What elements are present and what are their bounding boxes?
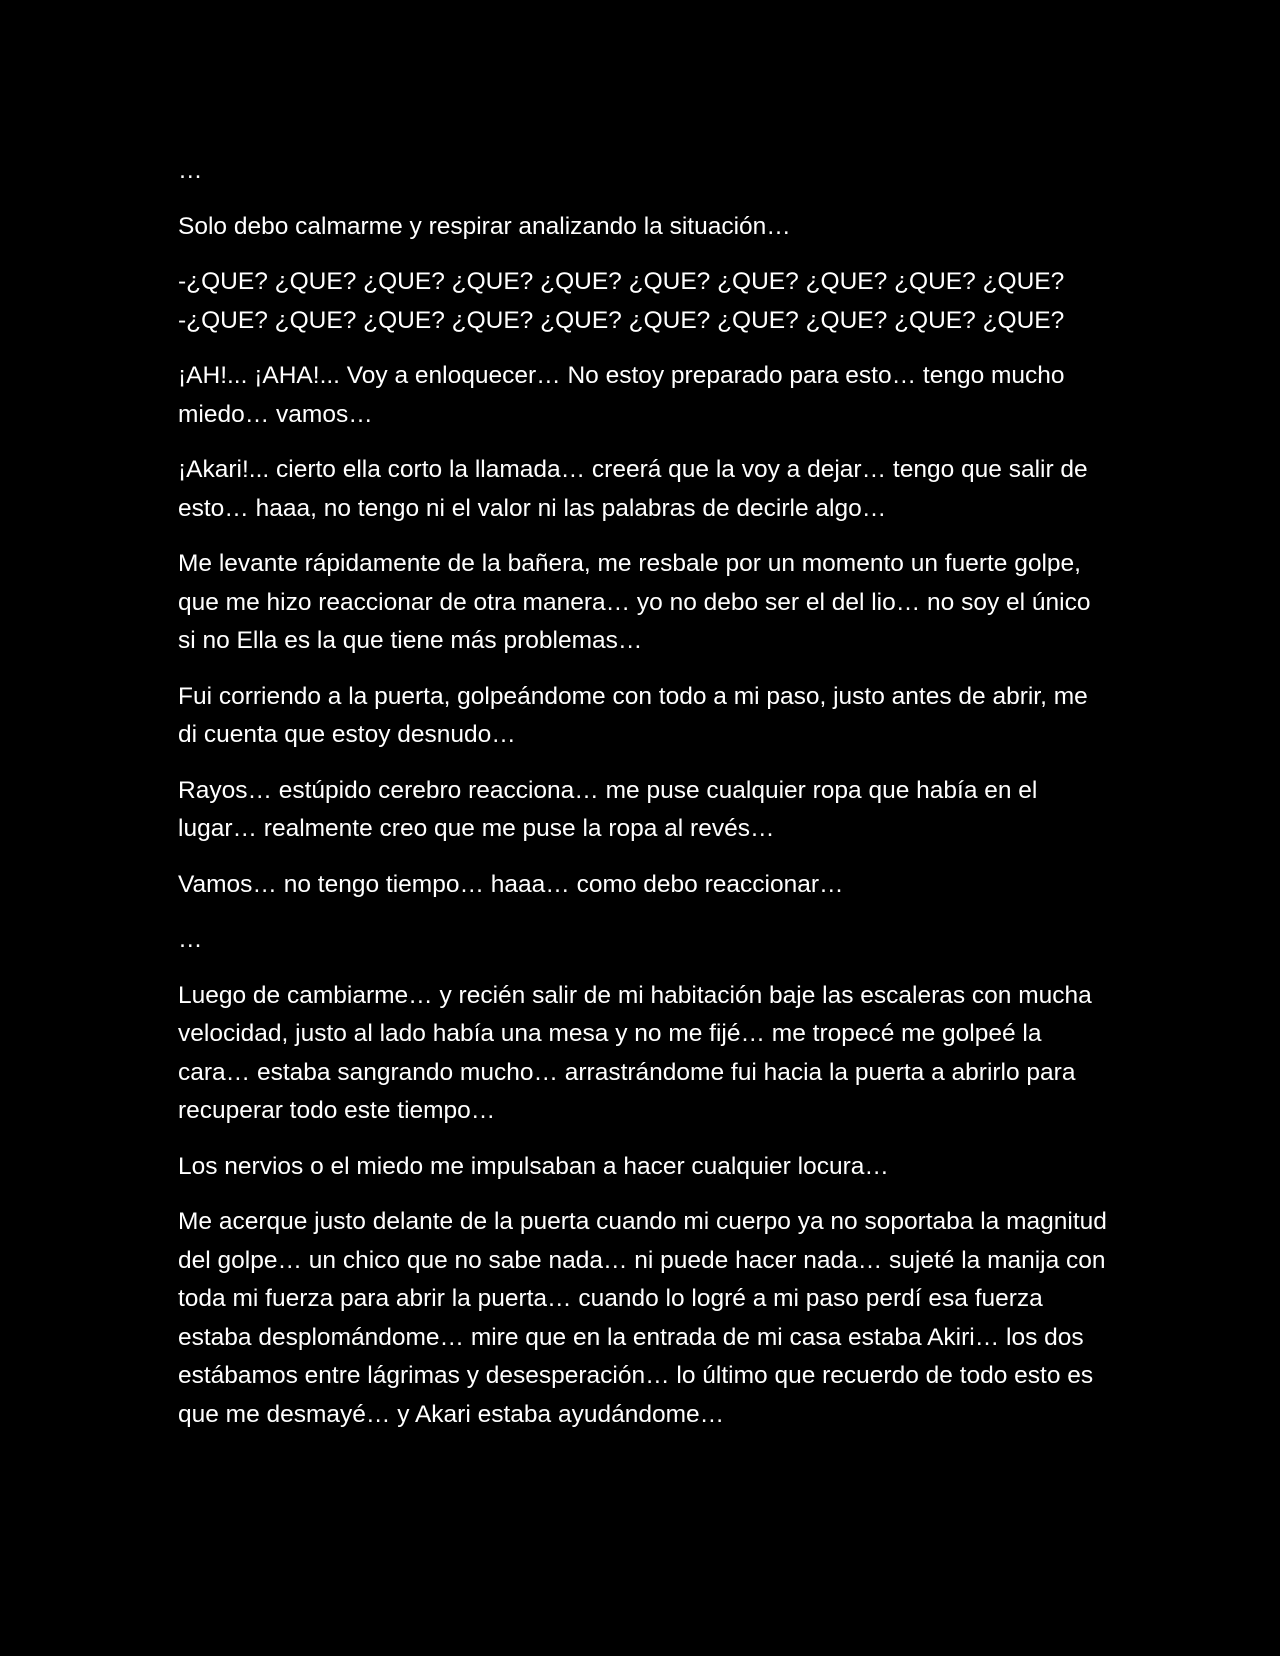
paragraph-vamos: Vamos… no tengo tiempo… haaa… como debo reaccionar…	[178, 870, 844, 898]
paragraph-rayos: Rayos… estúpido cerebro reacciona… me puse cualquier ropa que había en el lugar… realmente creo que me puse la ropa al revés…	[178, 776, 1038, 842]
paragraph-final: Me acerque justo delante de la puerta cuando mi cuerpo ya no soportaba la magnitud del golpe… un chico que no sabe nada… ni puede hacer nada… sujeté la manija con toda mi fuerza para abrir la puerta… cuando lo logré a mi paso perdí esa fuerza estaba desplomándome… mire que en la entrada de mi casa estaba Akiri… los dos estábamos entre lágrimas y desesperación… lo último que recuerdo de todo esto es que me desmayé… y Akari estaba ayudándome…	[178, 1208, 1107, 1428]
document-body	[178, 152, 1108, 1451]
paragraph-banera: Me levante rápidamente de la bañera, me resbale por un momento un fuerte golpe, que me hizo reaccionar de otra manera… yo no debo ser el del lio… no soy el único si no Ella es la que tiene más problemas…	[178, 550, 1091, 654]
paragraph-calm: Solo debo calmarme y respirar analizando la situación…	[178, 212, 791, 240]
paragraph-akari: ¡Akari!... cierto ella corto la llamada… creerá que la voy a dejar… tengo que salir de esto… haaa, no tengo ni el valor ni las palabras de decirle algo…	[178, 456, 1088, 522]
paragraph-puerta: Fui corriendo a la puerta, golpeándome con todo a mi paso, justo antes de abrir, me di cuenta que estoy desnudo…	[178, 682, 1088, 748]
paragraph-ellipsis-start: …	[178, 157, 203, 184]
paragraph-ellipsis-middle: …	[178, 926, 203, 953]
paragraph-escaleras: Luego de cambiarme… y recién salir de mi habitación baje las escaleras con mucha velocidad, justo al lado había una mesa y no me fijé… me tropecé me golpeé la cara… estaba sangrando mucho… arrastrándome fui hacia la puerta a abrirlo para recuperar todo este tiempo…	[178, 981, 1092, 1124]
paragraph-aha: ¡AH!... ¡AHA!... Voy a enloquecer… No estoy preparado para esto… tengo mucho miedo… vamos…	[178, 362, 1065, 428]
paragraph-que: -¿QUE? ¿QUE? ¿QUE? ¿QUE? ¿QUE? ¿QUE? ¿QUE? ¿QUE? ¿QUE? ¿QUE? -¿QUE? ¿QUE? ¿QUE? ¿QUE? ¿QUE? ¿QUE? ¿QUE? ¿QUE? ¿QUE? ¿QUE?	[178, 268, 1065, 334]
paragraph-nervios: Los nervios o el miedo me impulsaban a hacer cualquier locura…	[178, 1152, 889, 1180]
